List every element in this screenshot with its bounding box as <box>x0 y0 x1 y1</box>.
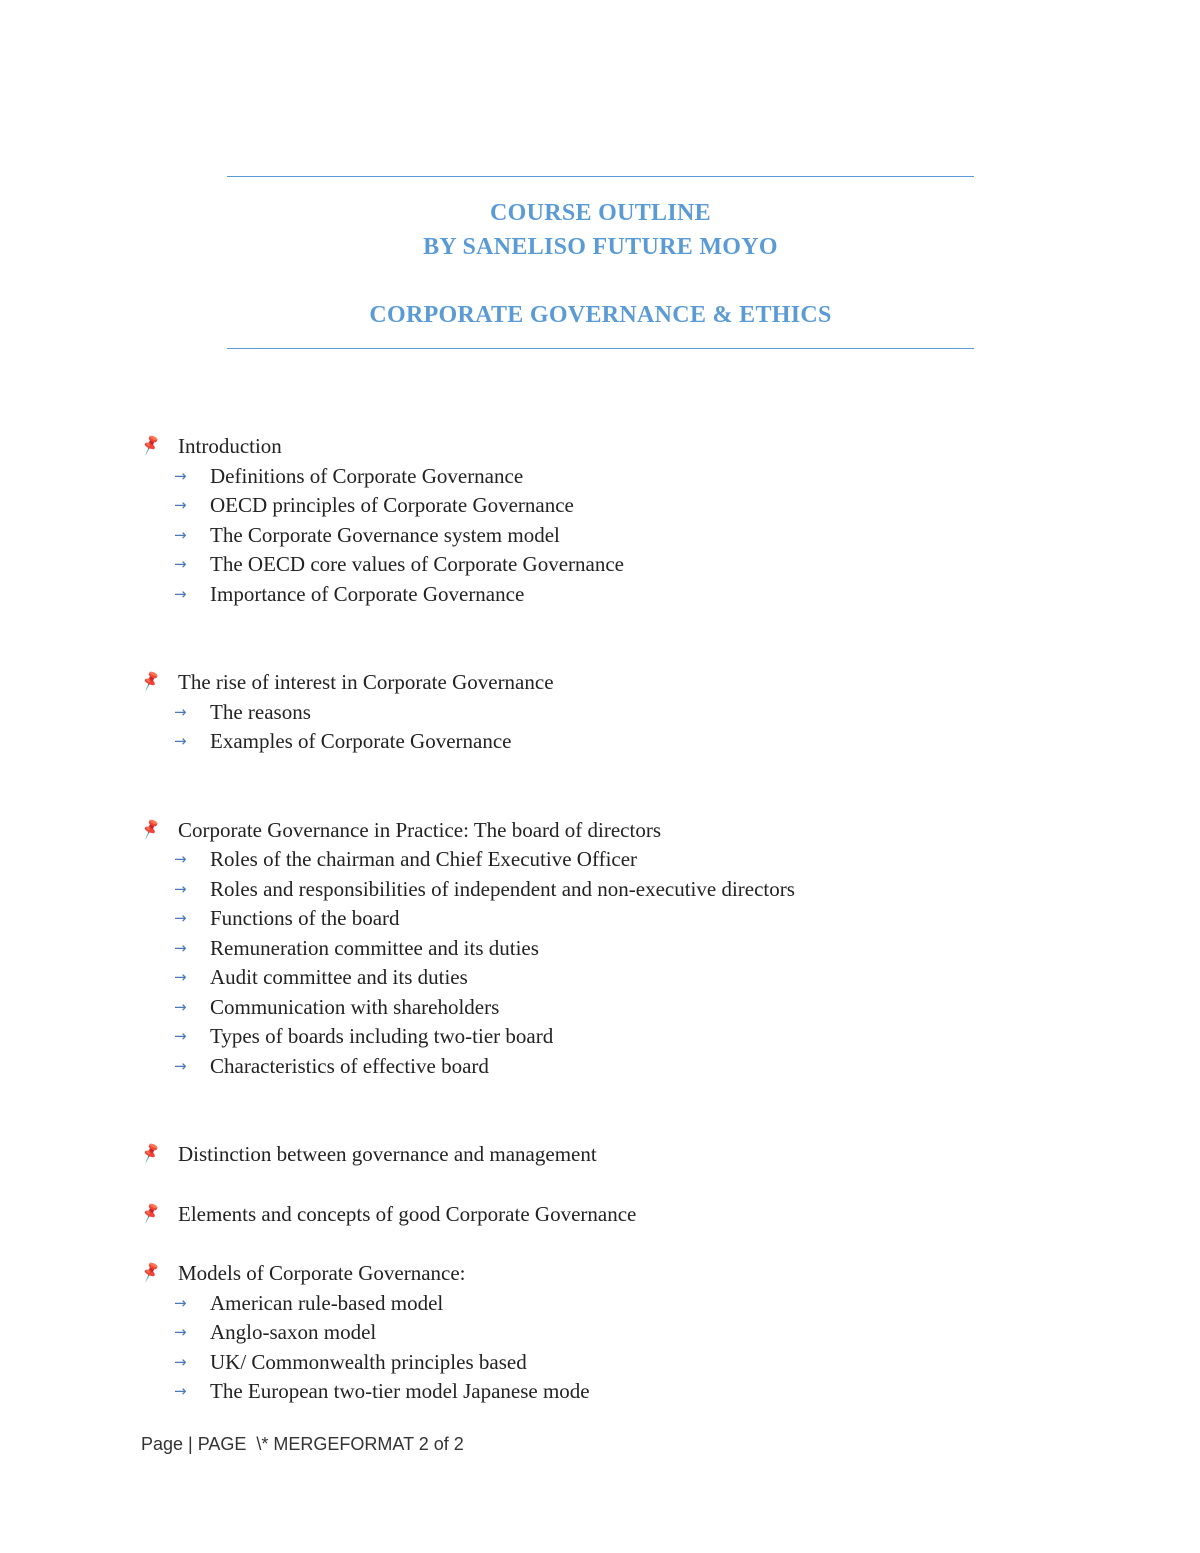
right-arrow-icon: → <box>174 732 187 750</box>
pushpin-icon: 📌 <box>139 818 163 840</box>
pushpin-icon: 📌 <box>139 1261 163 1284</box>
outline-topic <box>140 668 1040 698</box>
course-outline-list <box>140 432 1040 1407</box>
subitem-label: Functions of the board <box>210 906 400 930</box>
right-arrow-icon: → <box>174 555 187 573</box>
subitem-label: OECD principles of Corporate Governance <box>210 493 574 517</box>
subitem-label: Examples of Corporate Governance <box>210 729 512 753</box>
outline-section <box>140 668 1040 757</box>
topic-label: The rise of interest in Corporate Governance <box>178 670 554 694</box>
pushpin-icon: 📌 <box>139 434 163 457</box>
header-bottom-rule <box>227 348 974 349</box>
page-footer: Page | PAGE \* MERGEFORMAT 2 of 2 <box>141 1434 464 1454</box>
right-arrow-icon: → <box>174 879 187 898</box>
subitem-label: UK/ Commonwealth principles based <box>210 1349 527 1374</box>
pushpin-icon: 📌 <box>139 670 163 693</box>
right-arrow-icon: → <box>174 1056 187 1075</box>
outline-subitem <box>140 698 1040 728</box>
subitem-label: Roles and responsibilities of independent and non-executive directors <box>210 876 795 901</box>
right-arrow-icon: → <box>174 466 187 485</box>
outline-subitem <box>140 963 1040 993</box>
right-arrow-icon: → <box>174 525 187 544</box>
outline-subitem <box>140 727 1040 757</box>
outline-subitem <box>140 1348 1040 1378</box>
subitem-label: The Corporate Governance system model <box>210 522 560 547</box>
outline-topic <box>140 432 1040 462</box>
subitem-label: The European two-tier model Japanese mode <box>210 1379 590 1403</box>
outline-subitem <box>140 993 1040 1023</box>
subitem-label: The OECD core values of Corporate Governance <box>210 552 625 576</box>
outline-subitem <box>140 462 1040 492</box>
author-line: BY SANELISO FUTURE MOYO <box>423 234 778 260</box>
outline-subitem <box>140 580 1040 610</box>
right-arrow-icon: → <box>174 997 187 1016</box>
outline-subitem <box>140 1289 1040 1319</box>
subitem-label: Audit committee and its duties <box>210 965 468 989</box>
subitem-label: Importance of Corporate Governance <box>210 581 525 606</box>
outline-section <box>140 1140 1040 1170</box>
right-arrow-icon: → <box>174 584 187 603</box>
subitem-label: American rule-based model <box>210 1290 444 1315</box>
outline-topic <box>140 816 1040 846</box>
pushpin-icon: 📌 <box>139 1142 163 1165</box>
right-arrow-icon: → <box>174 909 187 927</box>
outline-subitem <box>140 875 1040 905</box>
outline-section <box>140 432 1040 609</box>
outline-subitem <box>140 521 1040 551</box>
subitem-label: Definitions of Corporate Governance <box>210 463 524 488</box>
course-name: CORPORATE GOVERNANCE & ETHICS <box>369 302 832 328</box>
right-arrow-icon: → <box>174 1323 187 1341</box>
outline-topic <box>140 1140 1040 1170</box>
subitem-label: The reasons <box>210 699 311 724</box>
outline-topic <box>140 1259 1040 1289</box>
right-arrow-icon: → <box>174 1293 187 1312</box>
outline-subitem <box>140 491 1040 521</box>
right-arrow-icon: → <box>174 1352 187 1371</box>
outline-subitem <box>140 1022 1040 1052</box>
pushpin-icon: 📌 <box>139 1202 163 1224</box>
topic-label: Elements and concepts of good Corporate Governance <box>178 1201 637 1226</box>
right-arrow-icon: → <box>174 496 187 514</box>
outline-section <box>140 816 1040 1082</box>
outline-subitem <box>140 1377 1040 1407</box>
right-arrow-icon: → <box>174 1027 187 1045</box>
subitem-label: Types of boards including two-tier board <box>210 1024 554 1048</box>
outline-section <box>140 1200 1040 1230</box>
outline-subitem <box>140 1052 1040 1082</box>
subitem-label: Anglo-saxon model <box>210 1320 377 1344</box>
outline-section <box>140 1259 1040 1407</box>
course-outline-title: COURSE OUTLINE <box>490 200 711 226</box>
subitem-label: Roles of the chairman and Chief Executive Officer <box>210 847 638 871</box>
outline-subitem <box>140 904 1040 934</box>
topic-label: Introduction <box>178 434 282 458</box>
subitem-label: Characteristics of effective board <box>210 1053 489 1078</box>
right-arrow-icon: → <box>174 702 187 721</box>
topic-label: Models of Corporate Governance: <box>178 1261 466 1285</box>
right-arrow-icon: → <box>174 850 187 868</box>
topic-label: Corporate Governance in Practice: The board of directors <box>178 817 661 842</box>
right-arrow-icon: → <box>174 938 187 957</box>
topic-label: Distinction between governance and management <box>178 1142 597 1166</box>
subitem-label: Communication with shareholders <box>210 994 500 1019</box>
outline-subitem <box>140 845 1040 875</box>
outline-subitem <box>140 934 1040 964</box>
right-arrow-icon: → <box>174 1382 187 1400</box>
subitem-label: Remuneration committee and its duties <box>210 935 539 960</box>
header-top-rule <box>227 176 974 177</box>
outline-subitem <box>140 550 1040 580</box>
right-arrow-icon: → <box>174 968 187 986</box>
outline-topic <box>140 1200 1040 1230</box>
outline-subitem <box>140 1318 1040 1348</box>
